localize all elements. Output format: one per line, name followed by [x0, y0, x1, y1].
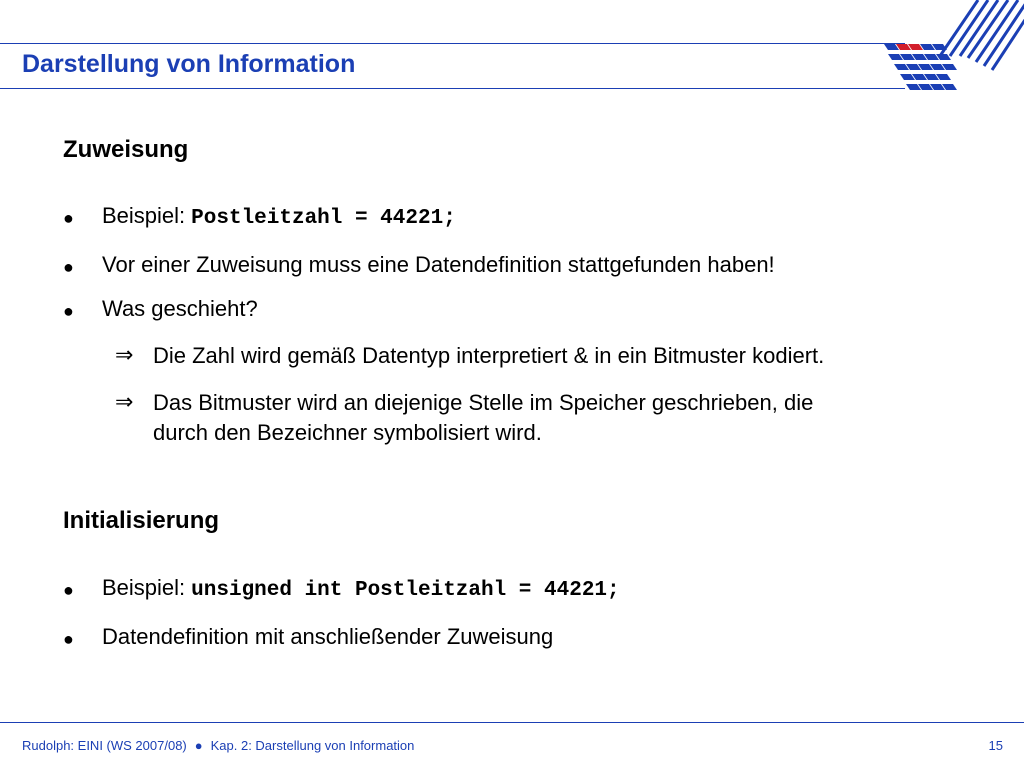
bullet-icon: ●	[63, 208, 74, 228]
list-item	[102, 577, 620, 601]
list-item: Datendefinition mit anschließender Zuweisung	[102, 624, 554, 649]
slide-title: Darstellung von Information	[22, 50, 356, 78]
footer	[22, 738, 414, 753]
header-rule-bottom	[0, 88, 905, 89]
implies-arrow-icon: ⇒	[115, 343, 134, 368]
bullet-icon: ●	[63, 580, 74, 600]
section-heading-zuweisung: Zuweisung	[63, 136, 189, 163]
list-item	[102, 205, 456, 229]
bullet-icon: ●	[63, 629, 74, 649]
bullet-icon: ●	[63, 301, 74, 321]
sub-list-item: Die Zahl wird gemäß Datentyp interpretiert & in ein Bitmuster kodiert.	[153, 343, 825, 368]
footer-separator: ●	[194, 738, 203, 753]
code-snippet: unsigned int Postleitzahl = 44221;	[191, 579, 620, 602]
footer-chapter: Kap. 2: Darstellung von Information	[210, 738, 415, 753]
section-heading-initialisierung: Initialisierung	[63, 507, 220, 534]
example-label: Beispiel:	[102, 203, 186, 228]
bullet-icon: ●	[63, 257, 74, 277]
footer-course: Rudolph: EINI (WS 2007/08)	[22, 738, 187, 753]
sub-list-item: Das Bitmuster wird an diejenige Stelle im Speicher geschrieben, die	[153, 390, 814, 415]
list-item: Vor einer Zuweisung muss eine Datendefinition stattgefunden haben!	[102, 252, 775, 277]
list-item: Was geschieht?	[102, 296, 258, 321]
footer-rule	[0, 722, 1024, 723]
header-rule-top	[0, 43, 905, 44]
university-logo-icon	[880, 0, 1024, 92]
example-label: Beispiel:	[102, 575, 186, 600]
page-number: 15	[988, 738, 1003, 753]
sub-list-item-continuation: durch den Bezeichner symbolisiert wird.	[153, 420, 542, 445]
implies-arrow-icon: ⇒	[115, 390, 134, 415]
code-snippet: Postleitzahl = 44221;	[191, 207, 456, 230]
